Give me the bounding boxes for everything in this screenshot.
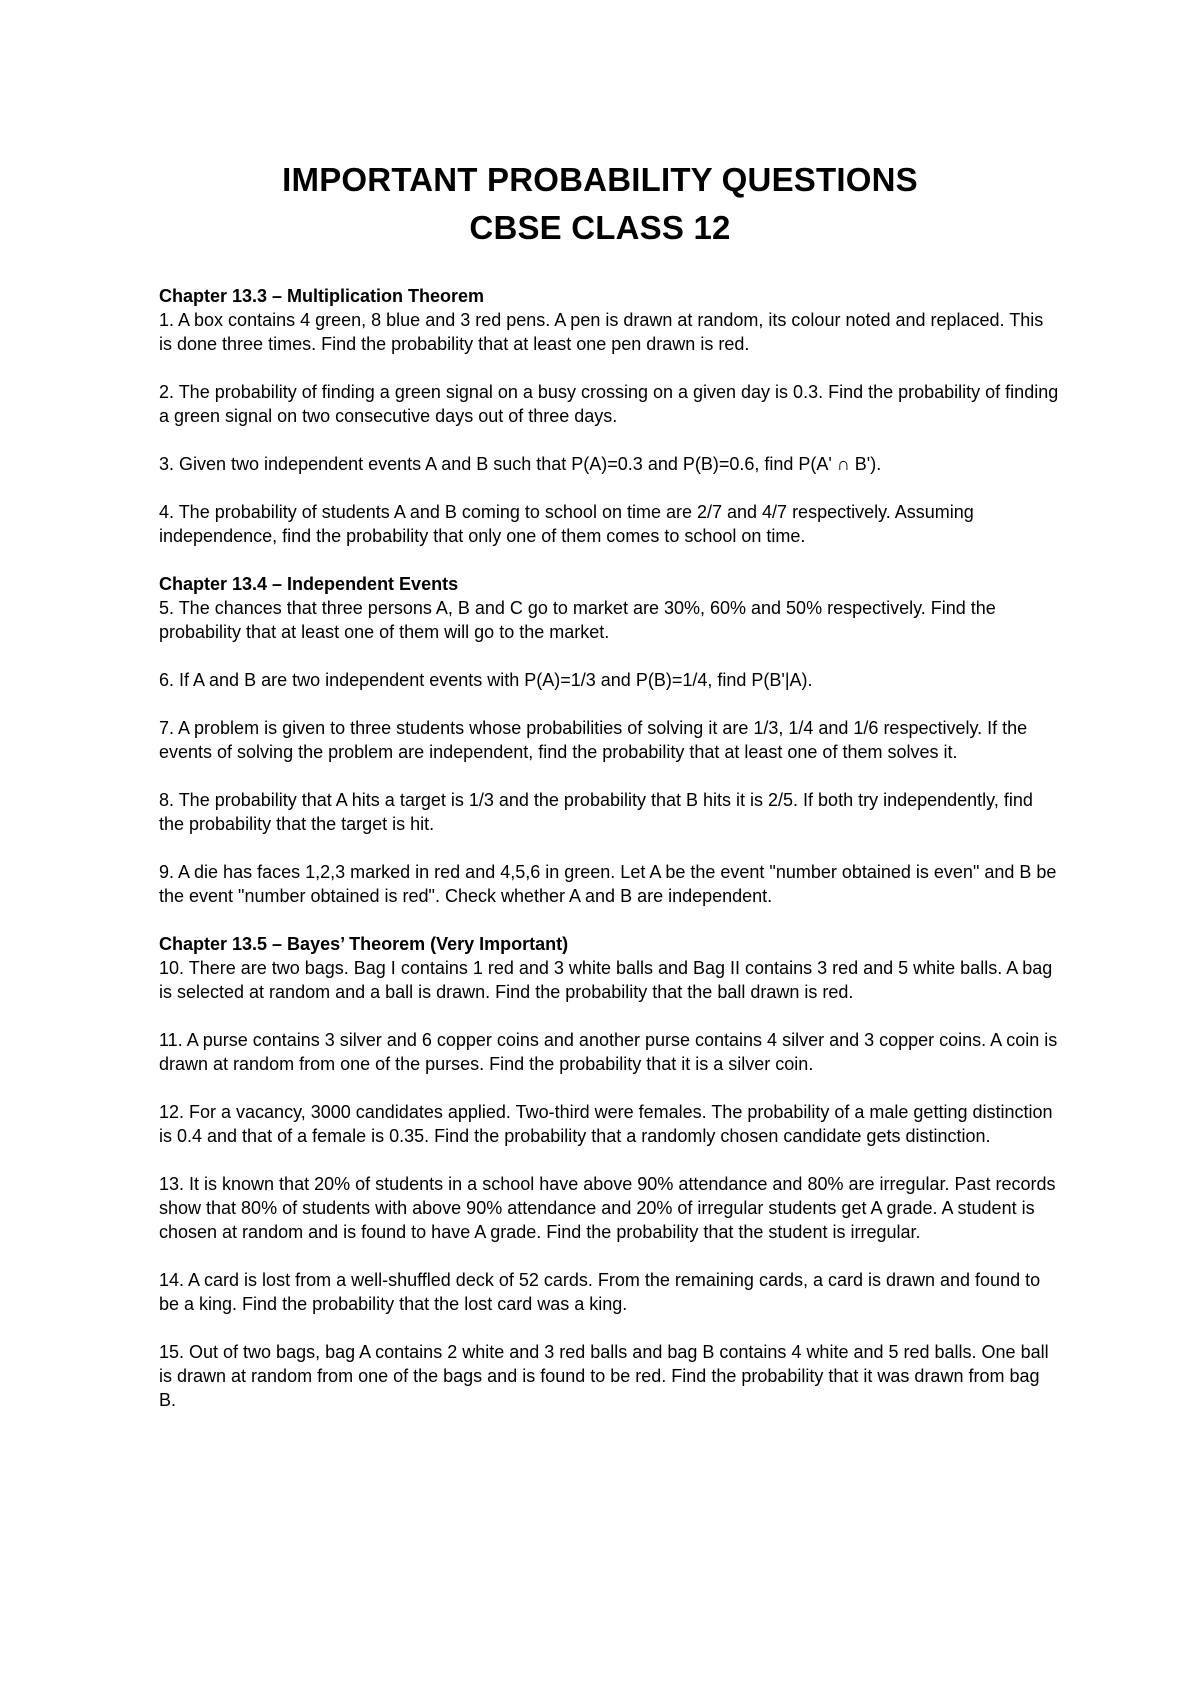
question-10: 10. There are two bags. Bag I contains 1 red and 3 white balls and Bag II contains 3 red and 5 white balls. A bag is selected at random and a ball is drawn. Find the probability that the ball drawn is red. <box>159 958 1053 1002</box>
question-13: 13. It is known that 20% of students in a school have above 90% attendance and 80% are irregular. Past records show that 80% of students with above 90% attendance and 20% of irregular students get A grade. A student is chosen at random and is found to have A grade. Find the probability that the student is irregular. <box>159 1174 1056 1242</box>
chapter-heading-13-3: Chapter 13.3 – Multiplication Theorem <box>159 286 485 306</box>
chapter-heading-13-5: Chapter 13.5 – Bayes’ Theorem (Very Important) <box>159 934 569 954</box>
question-2: 2. The probability of finding a green signal on a busy crossing on a given day is 0.3. Find the probability of finding a green signal on two consecutive days out of three days. <box>159 382 1059 426</box>
question-14: 14. A card is lost from a well-shuffled deck of 52 cards. From the remaining cards, a card is drawn and found to be a king. Find the probability that the lost card was a king. <box>159 1270 1041 1314</box>
page-title-line2: CBSE CLASS 12 <box>469 209 731 246</box>
question-6: 6. If A and B are two independent events with P(A)=1/3 and P(B)=1/4, find P(B'|A). <box>159 670 813 690</box>
question-3: 3. Given two independent events A and B such that P(A)=0.3 and P(B)=0.6, find P(A' ∩ B'). <box>159 454 882 474</box>
page-title-line1: IMPORTANT PROBABILITY QUESTIONS <box>282 161 918 198</box>
question-4: 4. The probability of students A and B coming to school on time are 2/7 and 4/7 respectively. Assuming independence, find the probability that only one of them comes to school on time. <box>159 502 974 546</box>
question-8: 8. The probability that A hits a target is 1/3 and the probability that B hits it is 2/5. If both try independently, find the probability that the target is hit. <box>159 790 1033 834</box>
chapter-heading-13-4: Chapter 13.4 – Independent Events <box>159 574 459 594</box>
question-11: 11. A purse contains 3 silver and 6 copper coins and another purse contains 4 silver and 3 copper coins. A coin is drawn at random from one of the purses. Find the probability that it is a silver coin. <box>159 1030 1058 1074</box>
question-15: 15. Out of two bags, bag A contains 2 white and 3 red balls and bag B contains 4 white and 5 red balls. One ball is drawn at random from one of the bags and is found to be red. Find the probability that it was drawn from bag B. <box>159 1342 1049 1410</box>
document-body <box>159 284 1059 1412</box>
question-7: 7. A problem is given to three students whose probabilities of solving it are 1/3, 1/4 and 1/6 respectively. If the events of solving the problem are independent, find the probability that at least one of them solves it. <box>159 718 1028 762</box>
question-9: 9. A die has faces 1,2,3 marked in red and 4,5,6 in green. Let A be the event "number obtained is even" and B be the event "number obtained is red". Check whether A and B are independent. <box>159 862 1057 906</box>
question-12: 12. For a vacancy, 3000 candidates applied. Two-third were females. The probability of a male getting distinction is 0.4 and that of a female is 0.35. Find the probability that a randomly chosen candidate gets distinction. <box>159 1102 1053 1146</box>
question-1: 1. A box contains 4 green, 8 blue and 3 red pens. A pen is drawn at random, its colour noted and replaced. This is done three times. Find the probability that at least one pen drawn is red. <box>159 310 1044 354</box>
question-5: 5. The chances that three persons A, B and C go to market are 30%, 60% and 50% respectively. Find the probability that at least one of them will go to the market. <box>159 598 996 642</box>
